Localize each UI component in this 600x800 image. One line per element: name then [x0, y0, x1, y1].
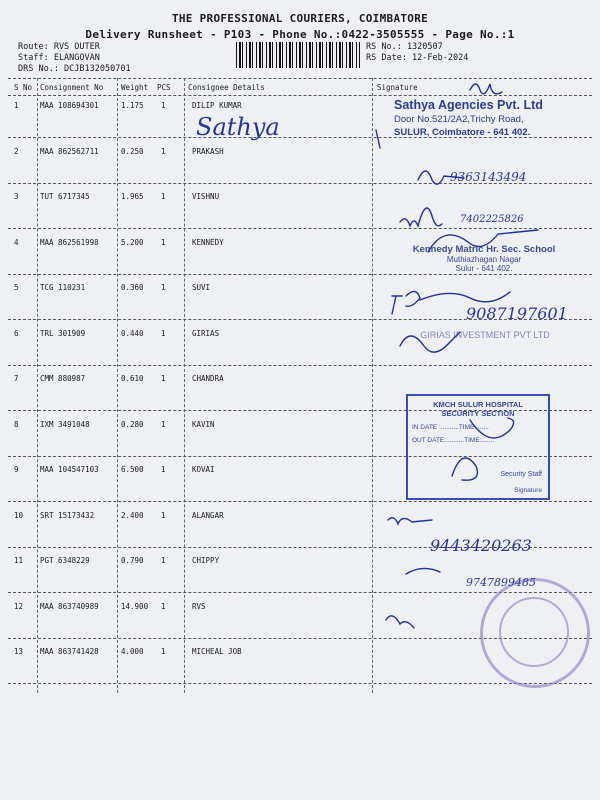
cell-sno: 10 — [14, 510, 24, 520]
row-rule — [8, 274, 592, 275]
cell-sno: 11 — [14, 556, 24, 565]
cell-sno: 7 — [14, 374, 19, 383]
col-consignment: Consignment No — [40, 83, 104, 92]
cell-consignee: CHANDRA — [192, 374, 224, 383]
cell-consignment: TCG 110231 — [40, 283, 86, 292]
cell-consignee: DILIP KUMAR — [192, 101, 242, 110]
row-rule — [8, 683, 592, 684]
kmch-security-stamp: KMCH SULUR HOSPITAL SECURITY SECTION IN DATE :..........TIME:....... OUT DATE:..........TIME:....... Security Staff Signature — [406, 394, 550, 500]
col-sno: S No — [14, 83, 33, 92]
cell-consignment: TRL 301909 — [40, 328, 86, 338]
cell-sno: 4 — [14, 237, 19, 247]
cell-sno: 6 — [14, 328, 19, 338]
cell-weight: 2.400 — [121, 510, 144, 520]
sathya-agencies-stamp: Sathya Agencies Pvt. Ltd Door No.521/2A2,Trichy Road, SULUR, Coimbatore - 641 402. — [394, 98, 543, 138]
cell-pcs: 1 — [161, 510, 166, 520]
drs-label: DRS No.: DCJB132050701 — [18, 64, 131, 74]
cell-sno: 13 — [14, 647, 24, 656]
cell-weight: 1.965 — [121, 192, 144, 201]
cell-consignee: CHIPPY — [192, 556, 220, 565]
col-divider — [117, 78, 118, 693]
cell-pcs: 1 — [161, 465, 166, 474]
handwritten-phone: 9363143494 — [450, 170, 527, 184]
cell-sno: 12 — [14, 601, 24, 611]
cell-consignee: KOVAI — [192, 465, 215, 474]
cell-pcs: 1 — [161, 601, 166, 611]
row-rule — [8, 501, 592, 502]
cell-weight: 0.280 — [121, 419, 144, 429]
kennedy-school-stamp: Kennedy Matric Hr. Sec. School Muthiazhagan Nagar Sulur - 641 402. — [412, 244, 556, 273]
cell-consignee: GIRIAS — [192, 328, 220, 338]
cell-pcs: 1 — [161, 237, 166, 247]
cell-consignee: KENNEDY — [192, 237, 224, 247]
round-seal — [480, 578, 590, 688]
cell-pcs: 1 — [161, 283, 166, 292]
cell-weight: 0.610 — [121, 374, 144, 383]
rs-date: RS Date: 12-Feb-2024 — [366, 53, 469, 63]
cell-pcs: 1 — [161, 419, 166, 429]
cell-sno: 9 — [14, 465, 19, 474]
col-pcs: PCS — [157, 83, 171, 92]
header-rule — [8, 95, 592, 96]
cell-pcs: 1 — [161, 647, 166, 656]
col-consignee: Consignee Details — [188, 83, 265, 92]
cell-weight: 0.790 — [121, 556, 144, 565]
cell-consignee: SUVI — [192, 283, 211, 292]
cell-sno: 1 — [14, 101, 19, 110]
col-weight: Weight — [121, 83, 149, 92]
cell-pcs: 1 — [161, 146, 166, 156]
runsheet-subtitle: Delivery Runsheet - P103 - Phone No.:0422-3505555 - Page No.:1 — [85, 28, 515, 41]
cell-consignment: MAA 108694301 — [40, 101, 99, 110]
cell-sno: 3 — [14, 192, 19, 201]
cell-pcs: 1 — [161, 101, 166, 110]
cell-consignment: MAA 863741428 — [40, 647, 99, 656]
cell-pcs: 1 — [161, 556, 166, 565]
cell-consignee: MICHEAL JOB — [192, 647, 242, 656]
cell-consignee: KAVIN — [192, 419, 215, 429]
row-rule — [8, 365, 592, 366]
cell-sno: 5 — [14, 283, 19, 292]
col-divider — [184, 78, 185, 693]
cell-consignment: MAA 862561998 — [40, 237, 99, 247]
cell-pcs: 1 — [161, 374, 166, 383]
col-divider — [372, 78, 373, 693]
row-rule — [8, 228, 592, 229]
rs-number: RS No.: 1320507 — [366, 42, 443, 52]
barcode — [236, 42, 360, 68]
staff-label: Staff: ELANGOVAN — [18, 53, 100, 63]
cell-consignment: IXM 3491048 — [40, 419, 90, 429]
col-signature: Signature — [377, 83, 418, 92]
company-title: THE PROFESSIONAL COURIERS, COIMBATORE — [171, 12, 429, 25]
cell-pcs: 1 — [161, 328, 166, 338]
girias-stamp: GIRIAS INVESTMENT PVT LTD — [420, 330, 550, 340]
cell-consignment: MAA 863740989 — [40, 601, 99, 611]
cell-sno: 2 — [14, 146, 19, 156]
cell-weight: 0.250 — [121, 146, 144, 156]
cell-consignment: SRT 15173432 — [40, 510, 95, 520]
cell-weight: 5.200 — [121, 237, 144, 247]
cell-consignment: CMM 880987 — [40, 374, 86, 383]
cell-consignment: TUT 6717345 — [40, 192, 90, 201]
cell-weight: 0.360 — [121, 283, 144, 292]
cell-consignee: ALANGAR — [192, 510, 224, 520]
cell-pcs: 1 — [161, 192, 166, 201]
handwritten-phone: 9747899485 — [466, 576, 536, 589]
cell-consignment: PGT 6348229 — [40, 556, 90, 565]
cell-sno: 8 — [14, 419, 19, 429]
handwritten-phone: 7402225826 — [460, 214, 524, 225]
cell-consignee: PRAKASH — [192, 146, 224, 156]
cell-weight: 1.175 — [121, 101, 144, 110]
handwritten-phone: 9443420263 — [430, 536, 532, 555]
handwritten-sathya: Sathya — [196, 113, 280, 141]
cell-consignee: VISHNU — [192, 192, 220, 201]
table-top-rule — [8, 78, 592, 79]
cell-weight: 4.000 — [121, 647, 144, 656]
col-divider — [37, 78, 38, 693]
cell-consignment: MAA 104547103 — [40, 465, 99, 474]
cell-weight: 6.500 — [121, 465, 144, 474]
cell-weight: 0.440 — [121, 328, 144, 338]
cell-consignment: MAA 862562711 — [40, 146, 99, 156]
cell-consignee: RVS — [192, 601, 206, 611]
handwritten-phone: 9087197601 — [466, 304, 568, 323]
cell-weight: 14.900 — [121, 601, 149, 611]
route-label: Route: RVS OUTER — [18, 42, 100, 52]
